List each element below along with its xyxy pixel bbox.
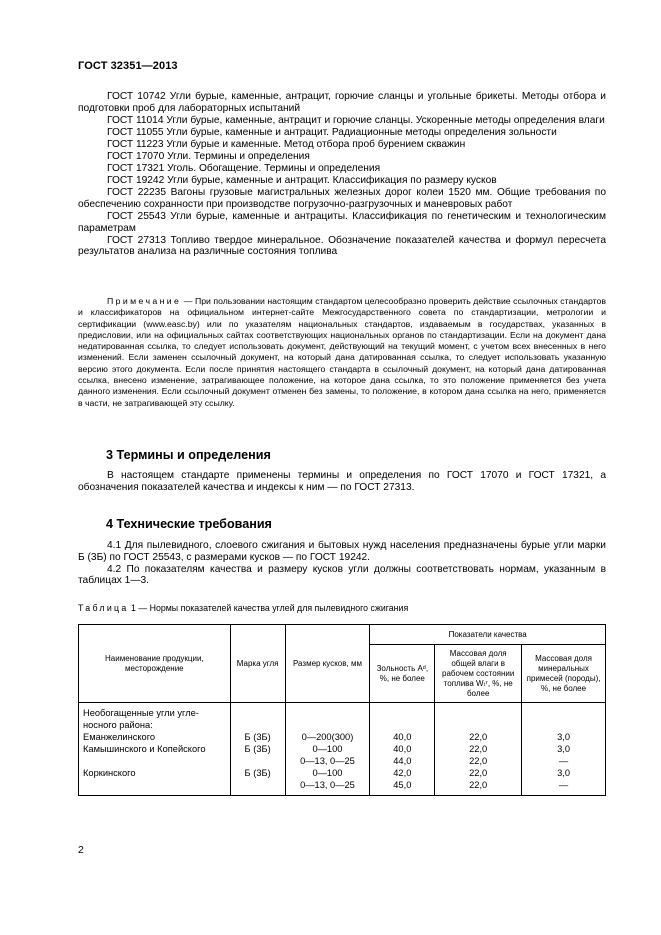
document-header: ГОСТ 32351—2013 (78, 60, 178, 72)
paragraph-4-2: 4.2 По показателям качества и размеру кусков угли должны соответствовать нормам, указанным в таблицах 1—3. (78, 563, 606, 587)
cell-moisture: 22,0 (435, 779, 522, 796)
cell-name: Камышинского и Копейского (79, 743, 231, 755)
note-block (78, 296, 606, 409)
cell-ash: 45,0 (370, 779, 435, 796)
reference-item: ГОСТ 11223 Угли бурые и каменные. Метод отбора проб бурением скважин (107, 138, 466, 150)
cell-name: Коркинского (79, 767, 231, 779)
page-number: 2 (78, 844, 84, 856)
quality-norms-table (78, 624, 606, 796)
cell-minerals: 3,0 (522, 743, 606, 755)
cell-grade: Б (3Б) (230, 731, 285, 743)
header-product: Наименование продукции, месторождение (79, 625, 231, 703)
cell-name: Еманжелинского (79, 731, 231, 743)
reference-item: ГОСТ 22235 Вагоны грузовые магистральных железных дорог колеи 1520 мм. Общие требования по обеспечению сохранности при производстве погрузочно-разгрузочных и маневровых работ (78, 187, 606, 210)
table-label: Таблица (78, 603, 129, 613)
table-row (79, 767, 606, 779)
cell-moisture: 22,0 (435, 743, 522, 755)
cell-size: 0—200(300) (285, 731, 370, 743)
cell-ash: 40,0 (370, 731, 435, 743)
table-row (79, 731, 606, 743)
table-row (79, 755, 606, 767)
cell-size: 0—100 (285, 767, 370, 779)
cell-size: 0—13, 0—25 (285, 779, 370, 796)
references-list (78, 91, 606, 258)
table-row (79, 703, 606, 720)
cell-minerals (522, 719, 606, 731)
table-row (79, 719, 606, 731)
cell-size (285, 703, 370, 720)
section-4-body (78, 540, 606, 587)
cell-size: 0—100 (285, 743, 370, 755)
cell-grade: Б (3Б) (230, 743, 285, 755)
cell-ash: 40,0 (370, 743, 435, 755)
section-3-title: 3 Термины и определения (106, 448, 271, 462)
cell-name: Необогащенные угли угле- (79, 703, 231, 720)
table-row (79, 743, 606, 755)
cell-name: носного района: (79, 719, 231, 731)
cell-ash: 42,0 (370, 767, 435, 779)
cell-name (79, 779, 231, 796)
section-3-text: В настоящем стандарте применены термины и определения по ГОСТ 17070 и ГОСТ 17321, а обозначения показателей качества и индексы к ним — по ГОСТ 27313. (78, 470, 606, 493)
cell-grade (230, 719, 285, 731)
cell-size: 0—13, 0—25 (285, 755, 370, 767)
cell-minerals: — (522, 779, 606, 796)
cell-size (285, 719, 370, 731)
section-3-body (78, 470, 606, 494)
note-text: — При пользовании настоящим стандартом целесообразно проверить действие ссылочных стандартов и классификаторов на официальном интернет-сайте Межгосударственного совета по стандартизации, метрологии и сертификации (www.easc.by) или по указателям национальных стандартов, издаваемым в государствах, указанных в предисловии, или на официальных сайтах соответствующих национальных органов по стандартизации. Если на документ дана недатированная ссылка, то следует использовать документ, действующий на текущий момент, с учетом всех внесенных в него изменений. Если заменен ссылочный документ, на который дана датированная ссылка, то следует использовать указанную версию этого документа. Если после принятия настоящего стандарта в ссылочный документ, на который дана датированная ссылка, внесено изменение, затрагивающее положение, на которое дана ссылка, то это положение применяется без учета данного изменения. Если ссылочный документ отменен без замены, то положение, в котором дана ссылка на него, применяется в части, не затрагивающей эту ссылку. (78, 296, 606, 408)
cell-minerals: 3,0 (522, 731, 606, 743)
section-4-title: 4 Технические требования (106, 517, 272, 531)
cell-moisture: 22,0 (435, 731, 522, 743)
header-quality: Показатели качества (370, 625, 606, 645)
cell-moisture (435, 719, 522, 731)
header-moisture: Массовая доля общей влаги в рабочем состоянии топлива Wₜʳ, %, не более (435, 645, 522, 703)
cell-ash (370, 719, 435, 731)
cell-grade (230, 703, 285, 720)
cell-name (79, 755, 231, 767)
table-caption (78, 603, 408, 613)
cell-ash: 44,0 (370, 755, 435, 767)
cell-minerals: — (522, 755, 606, 767)
reference-item: ГОСТ 19242 Угли бурые, каменные и антрацит. Классификация по размеру кусков (107, 175, 497, 187)
cell-minerals (522, 703, 606, 720)
cell-minerals: 3,0 (522, 767, 606, 779)
header-minerals: Массовая доля минеральных примесей (породы), %, не более (522, 645, 606, 703)
cell-ash (370, 703, 435, 720)
paragraph-4-1: 4.1 Для пылевидного, слоевого сжигания и бытовых нужд населения предназначены бурые угли марки Б (3Б) по ГОСТ 25543, с размерами кусков — по ГОСТ 19242. (78, 540, 606, 563)
reference-item: ГОСТ 17321 Уголь. Обогащение. Термины и определения (107, 163, 381, 175)
cell-moisture (435, 703, 522, 720)
cell-grade (230, 755, 285, 767)
header-size: Размер кусков, мм (285, 625, 370, 703)
cell-moisture: 22,0 (435, 755, 522, 767)
reference-item: ГОСТ 11014 Угли бурые, каменные, антрацит и горючие сланцы. Ускоренные методы определения влаги (107, 114, 605, 126)
reference-item: ГОСТ 11055 Угли бурые, каменные и антрацит. Радиационные методы определения зольности (107, 126, 557, 138)
reference-item: ГОСТ 10742 Угли бурые, каменные, антрацит, горючие сланцы и угольные брикеты. Методы отбора и подготовки проб для лабораторных испытаний (78, 91, 606, 114)
cell-moisture: 22,0 (435, 767, 522, 779)
table-row (79, 779, 606, 796)
table-caption-text: 1 — Нормы показателей качества углей для пылевидного сжигания (128, 603, 409, 613)
reference-item: ГОСТ 25543 Угли бурые, каменные и антрациты. Классификация по генетическим и технологическим параметрам (78, 210, 606, 234)
header-ash: Зольность Aᵈ, %, не более (370, 645, 435, 703)
header-grade: Марка угля (230, 625, 285, 703)
cell-grade: Б (3Б) (230, 767, 285, 779)
note-label: Примечание (107, 296, 182, 306)
cell-grade (230, 779, 285, 796)
reference-item: ГОСТ 17070 Угли. Термины и определения (107, 150, 310, 162)
reference-item: ГОСТ 27313 Топливо твердое минеральное. Обозначение показателей качества и формул пересчета результатов анализа на различные состояния топлива (78, 234, 606, 258)
